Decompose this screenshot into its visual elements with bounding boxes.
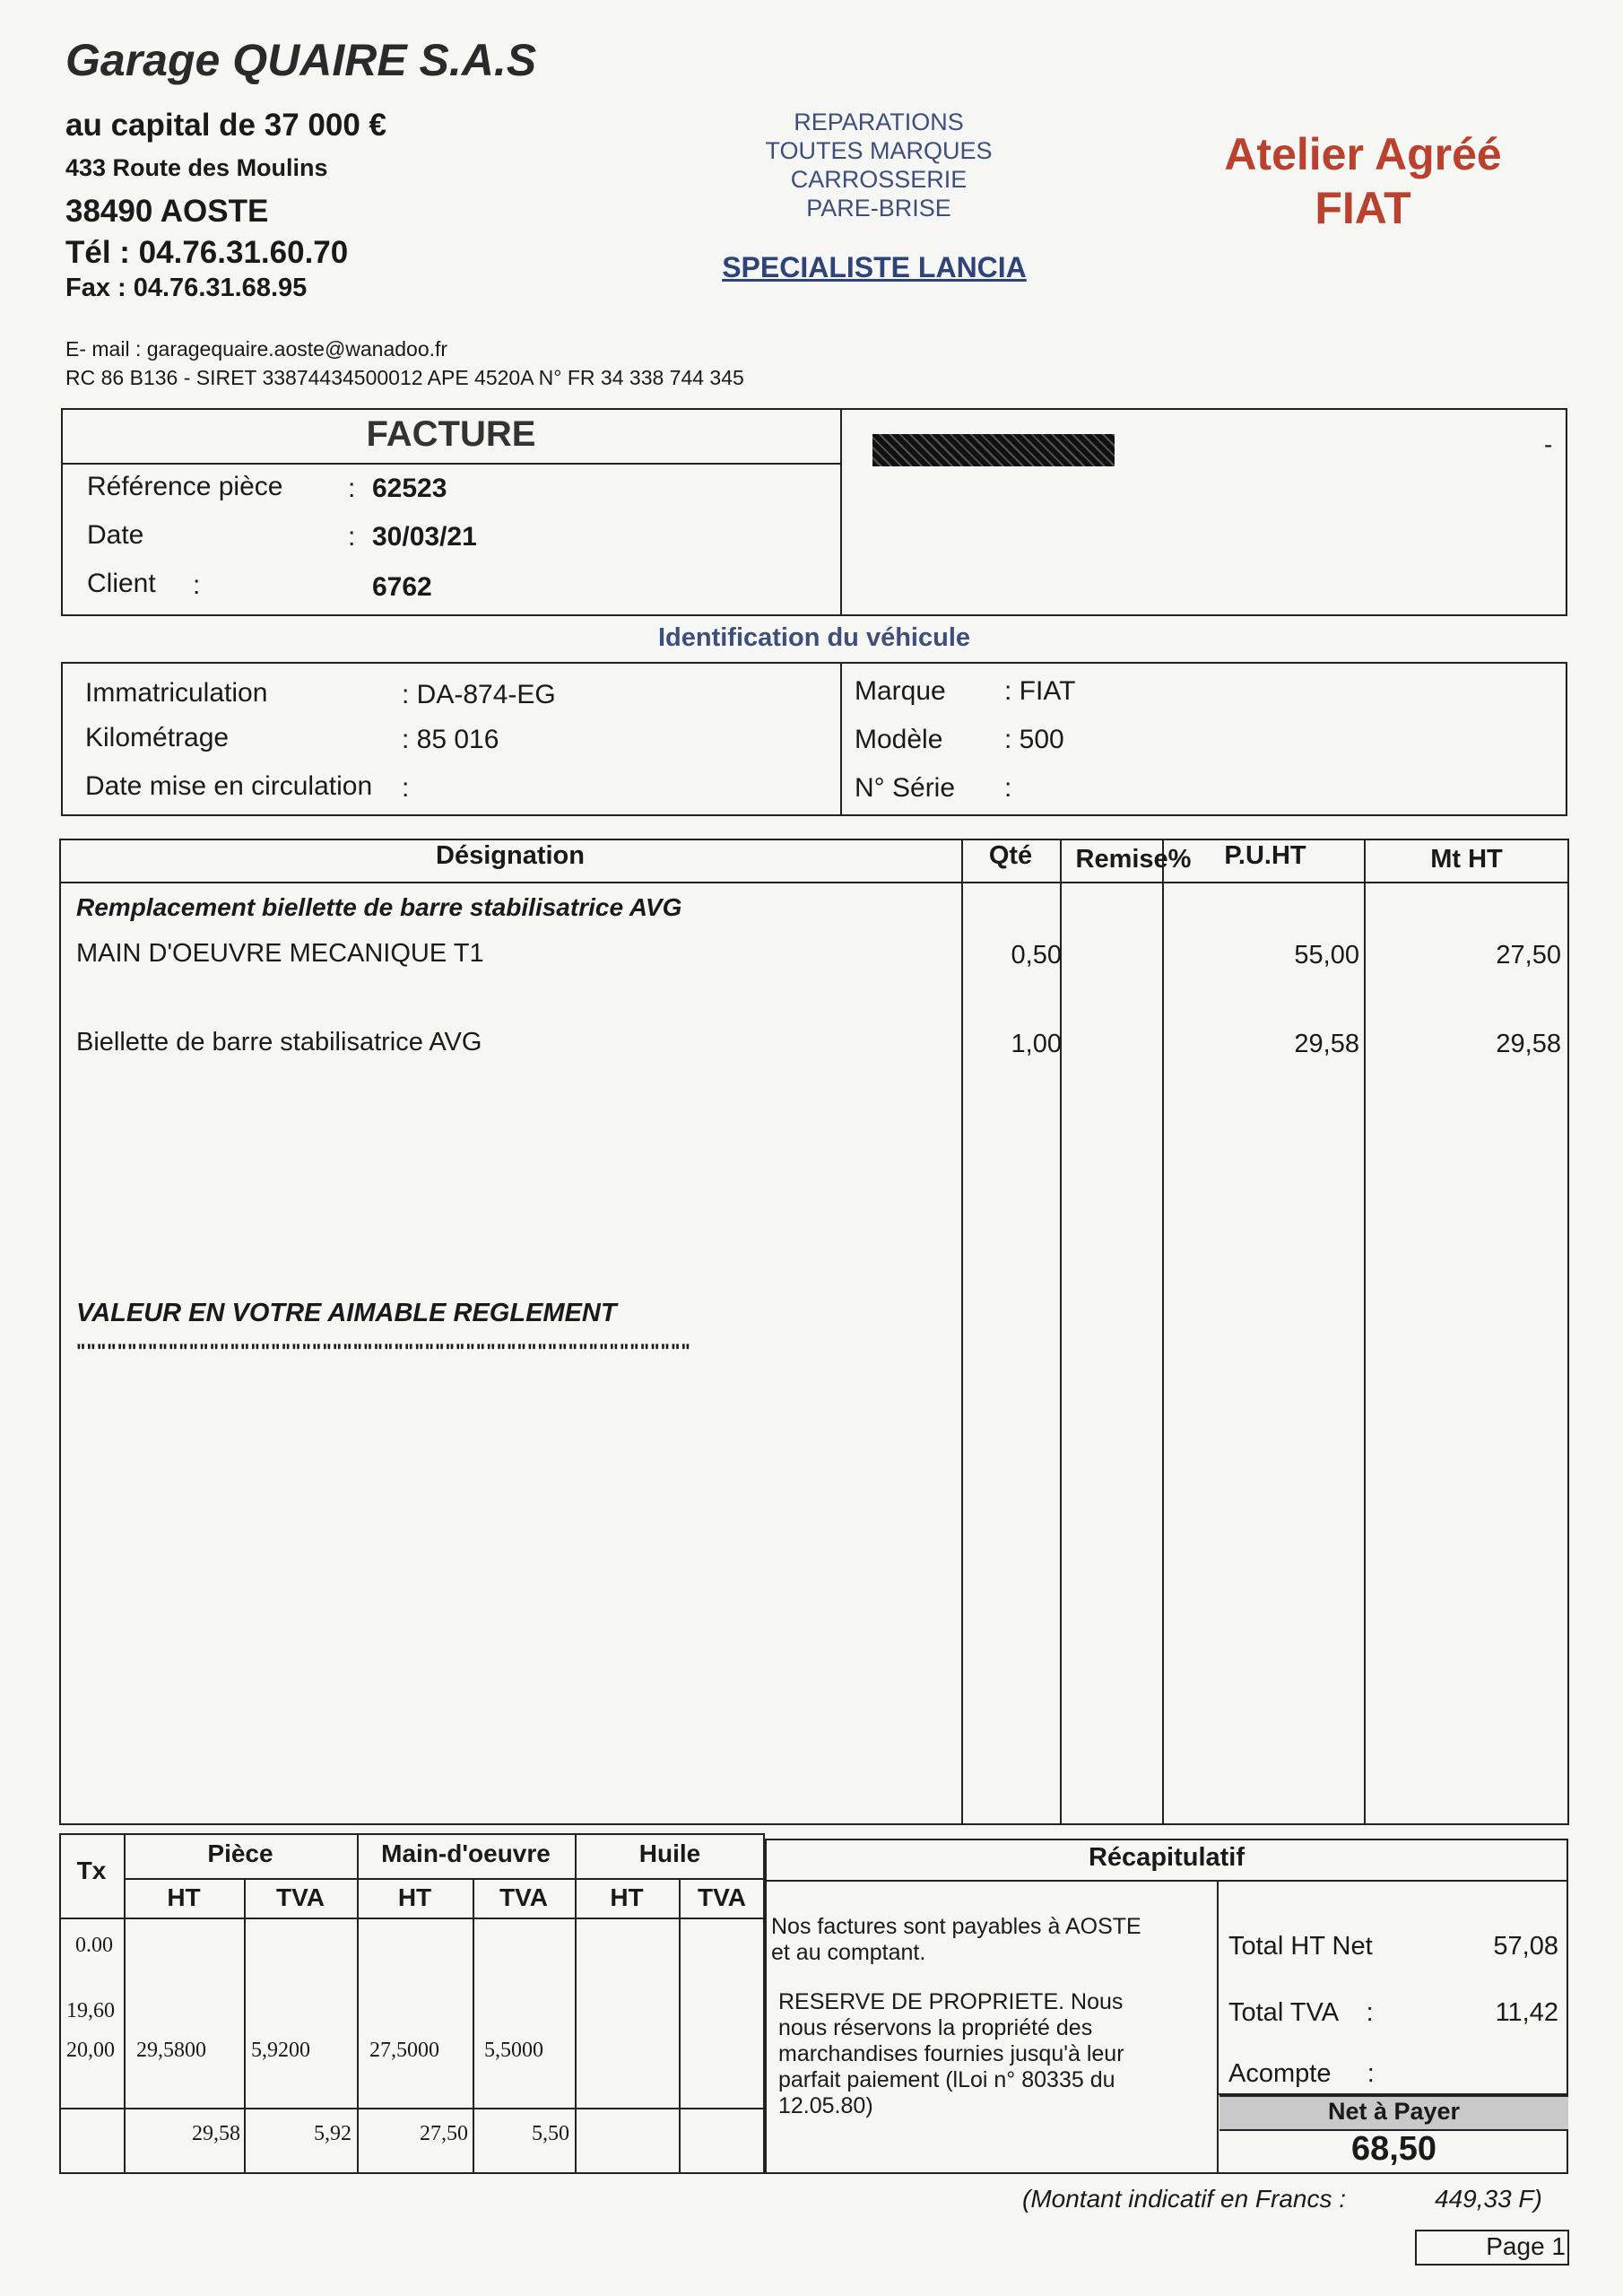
- tax-value: 29,5800: [136, 2039, 206, 2062]
- tax-rate: 20,00: [66, 2039, 115, 2062]
- tax-rate: 19,60: [66, 1999, 115, 2022]
- line-qte: 0,50: [1011, 941, 1062, 970]
- line-qte: 1,00: [1011, 1030, 1062, 1058]
- marque-label: Marque: [855, 676, 946, 706]
- column-divider: [679, 1878, 681, 2174]
- tax-total: 5,50: [532, 2122, 569, 2145]
- tax-sub-ht: HT: [397, 1883, 432, 1911]
- kilometrage-value: : 85 016: [402, 725, 499, 754]
- garage-registration: RC 86 B136 - SIRET 33874434500012 APE 4520A N° FR 34 338 744 345: [65, 366, 744, 389]
- client-value: 6762: [372, 572, 432, 602]
- garage-name: Garage QUAIRE S.A.S: [65, 35, 537, 85]
- reserve-line: 12.05.80): [778, 2093, 873, 2118]
- closing-underline: """""""""""""""""""""""""""""""""""""""""""""""""""""""""""": [76, 1340, 691, 1362]
- tax-total: 29,58: [192, 2122, 240, 2145]
- service-item: CARROSSERIE: [790, 166, 968, 193]
- tax-rate: 0.00: [75, 1934, 113, 1957]
- total-ht-label: Total HT Net: [1228, 1932, 1373, 1961]
- divider: [59, 882, 1569, 883]
- garage-fax: Fax : 04.76.31.68.95: [65, 274, 308, 302]
- garage-capital: au capital de 37 000 €: [65, 108, 386, 143]
- kilometrage-label: Kilométrage: [85, 723, 230, 752]
- line-designation: Biellette de barre stabilisatrice AVG: [76, 1028, 482, 1057]
- marque-value: : FIAT: [1004, 676, 1076, 706]
- header-remise: Remise%: [1075, 845, 1192, 874]
- tax-sub-tva: TVA: [499, 1883, 548, 1911]
- header-pu: P.U.HT: [1224, 841, 1306, 870]
- tax-value: 5,9200: [251, 2039, 310, 2062]
- mise-en-circulation-label: Date mise en circulation: [85, 771, 373, 801]
- tax-header-piece: Pièce: [207, 1839, 273, 1867]
- closing-text: VALEUR EN VOTRE AIMABLE REGLEMENT: [76, 1299, 617, 1327]
- reserve-line: nous réservons la propriété des: [778, 2015, 1093, 2040]
- divider: [59, 1918, 765, 1919]
- tax-header-main-oeuvre: Main-d'oeuvre: [381, 1839, 551, 1867]
- client-label: Client: [87, 569, 156, 598]
- invoice-title: FACTURE: [366, 414, 536, 454]
- net-a-payer-value: 68,50: [1350, 2130, 1437, 2168]
- garage-street: 433 Route des Moulins: [65, 154, 328, 181]
- service-item: TOUTES MARQUES: [765, 137, 993, 164]
- tax-sub-tva: TVA: [276, 1883, 325, 1911]
- garage-tel: Tél : 04.76.31.60.70: [65, 235, 349, 270]
- line-pu: 29,58: [1294, 1030, 1359, 1058]
- payable-terms: [771, 1914, 1141, 1966]
- acompte-label: Acompte :: [1228, 2059, 1375, 2088]
- divider: [765, 1880, 1568, 1882]
- immatriculation-value: : DA-874-EG: [402, 680, 556, 709]
- divider: [1217, 1880, 1219, 2174]
- divider: [124, 1878, 765, 1880]
- line-mt: 29,58: [1496, 1030, 1561, 1058]
- header-mt: Mt HT: [1430, 845, 1503, 874]
- total-tva-label: Total TVA :: [1228, 1998, 1374, 2027]
- mise-en-circulation-value: :: [402, 773, 410, 803]
- lines-table: [59, 839, 1569, 1825]
- column-divider: [1364, 839, 1366, 1825]
- dash-mark: -: [1544, 430, 1553, 458]
- divider: [59, 2108, 765, 2109]
- reference-label: Référence pièce: [87, 472, 283, 501]
- serie-value: :: [1004, 773, 1012, 803]
- modele-label: Modèle: [855, 725, 943, 754]
- total-ht-value: 57,08: [1493, 1932, 1558, 1961]
- reserve-line: parfait paiement (lLoi n° 80335 du: [778, 2067, 1115, 2092]
- total-tva-value: 11,42: [1495, 1998, 1558, 2027]
- line-mt: 27,50: [1496, 941, 1561, 970]
- net-a-payer-label: Net à Payer: [1327, 2098, 1461, 2125]
- header-designation: Désignation: [436, 841, 585, 870]
- reserve-line: marchandises fournies jusqu'à leur: [778, 2041, 1124, 2066]
- tax-sub-ht: HT: [167, 1883, 201, 1911]
- divider: [61, 463, 841, 465]
- modele-value: : 500: [1004, 725, 1064, 754]
- date-sep: :: [348, 522, 356, 552]
- immatriculation-label: Immatriculation: [85, 678, 268, 708]
- section-title: Remplacement biellette de barre stabilisatrice AVG: [76, 893, 682, 921]
- date-label: Date: [87, 520, 144, 550]
- vehicle-section-title: Identification du véhicule: [657, 623, 971, 652]
- specialiste-label: SPECIALISTE LANCIA: [722, 251, 1027, 283]
- garage-city: 38490 AOSTE: [65, 194, 269, 229]
- divider: [840, 662, 842, 816]
- tax-sub-tva: TVA: [698, 1883, 746, 1911]
- redacted-address-block: [872, 434, 1115, 466]
- line-designation: MAIN D'OEUVRE MECANIQUE T1: [76, 939, 484, 968]
- tax-sub-ht: HT: [610, 1883, 644, 1911]
- payable-line: et au comptant.: [771, 1940, 926, 1965]
- column-divider: [1162, 839, 1164, 1825]
- garage-email: E- mail : garagequaire.aoste@wanadoo.fr: [65, 337, 448, 361]
- reference-value: 62523: [372, 474, 447, 503]
- header-qte: Qté: [988, 841, 1033, 870]
- tax-value: 5,5000: [484, 2039, 543, 2062]
- page-number: Page 1: [1486, 2232, 1566, 2260]
- reserve-clause: [778, 1989, 1124, 2119]
- francs-label: (Montant indicatif en Francs :: [1022, 2185, 1347, 2213]
- column-divider: [1060, 839, 1062, 1825]
- service-item: REPARATIONS: [794, 109, 964, 135]
- date-value: 30/03/21: [372, 522, 477, 552]
- atelier-line-2: FIAT: [1315, 183, 1411, 233]
- atelier-line-1: Atelier Agréé: [1224, 129, 1502, 179]
- atelier-label: [1184, 127, 1542, 235]
- tax-value: 27,5000: [369, 2039, 439, 2062]
- service-item: PARE-BRISE: [806, 195, 951, 222]
- column-divider: [961, 839, 963, 1825]
- services-list: [753, 108, 1004, 222]
- recap-title: Récapitulatif: [1088, 1843, 1245, 1872]
- tax-header-huile: Huile: [638, 1839, 701, 1867]
- client-sep: :: [193, 570, 201, 600]
- tax-total: 5,92: [314, 2122, 352, 2145]
- tax-total: 27,50: [420, 2122, 468, 2145]
- line-pu: 55,00: [1294, 941, 1359, 970]
- reserve-line: RESERVE DE PROPRIETE. Nous: [778, 1989, 1124, 2014]
- francs-value: 449,33 F): [1435, 2185, 1542, 2213]
- serie-label: N° Série: [855, 773, 956, 803]
- payable-line: Nos factures sont payables à AOSTE: [771, 1914, 1141, 1939]
- reference-sep: :: [348, 474, 356, 503]
- tax-header-tx: Tx: [76, 1857, 107, 1884]
